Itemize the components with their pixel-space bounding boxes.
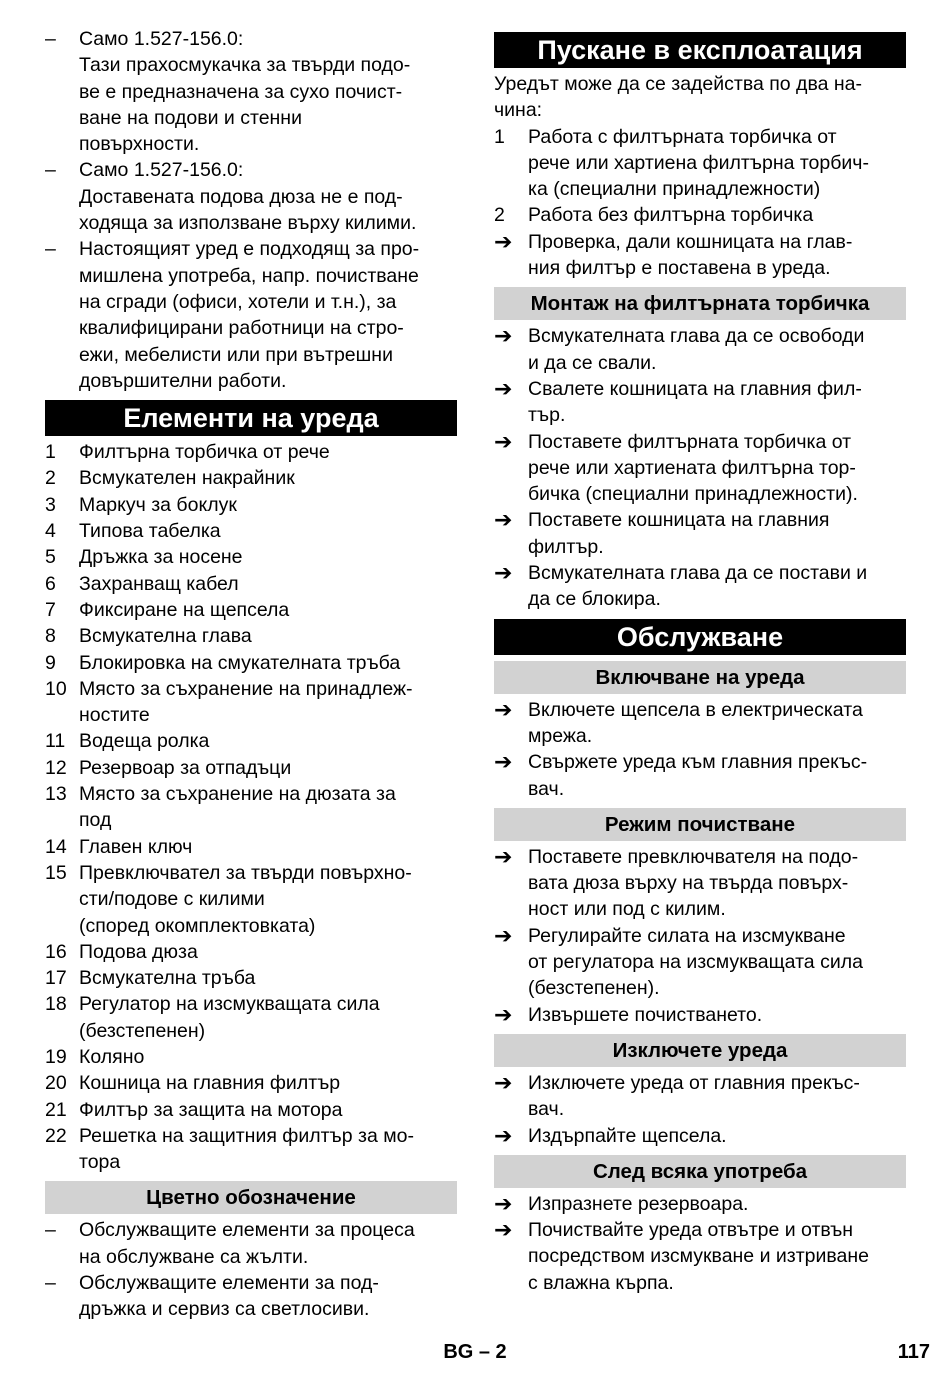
list-item-text: Работа без филтърна торбичка <box>528 204 814 227</box>
list-item-text: Изпразнете резервоара. <box>528 1192 749 1215</box>
item-number: 7 <box>45 598 56 621</box>
list-item-text: Филтърна торбичка от рече <box>79 441 330 464</box>
list-item-text: Място за съхранение на дюзата за под <box>79 783 396 832</box>
list-item-text: Решетка на защитния филтър за мо- тора <box>79 1124 414 1174</box>
list-item <box>45 991 457 1044</box>
list-item-text: Регулатор на изсмукващата сила (безстепенен) <box>79 993 380 1042</box>
item-number: 1 <box>494 125 505 148</box>
list-item <box>45 439 457 465</box>
arrow-right-icon: ➔ <box>494 922 513 948</box>
item-number: 2 <box>45 467 56 490</box>
list-item <box>494 697 906 750</box>
after-use-list <box>494 1191 906 1296</box>
list-item <box>45 236 457 394</box>
list-item-text: Поставете кошницата на главния филтър. <box>528 509 830 558</box>
list-item <box>45 26 457 157</box>
list-item-text: Резервоар за отпадъци <box>79 756 292 779</box>
item-number: 20 <box>45 1072 67 1095</box>
list-item <box>494 429 906 508</box>
list-item <box>45 860 457 939</box>
intro-list <box>45 26 457 394</box>
item-number: 15 <box>45 861 67 884</box>
arrow-right-icon: ➔ <box>494 1190 513 1216</box>
list-item <box>494 229 906 282</box>
item-number: 12 <box>45 756 67 779</box>
on-list <box>494 697 906 802</box>
item-number: 4 <box>45 520 56 543</box>
item-number: 18 <box>45 993 67 1016</box>
list-item-text: Изключете уреда от главния прекъс- вач. <box>528 1071 860 1121</box>
list-item <box>45 650 457 676</box>
on-heading: Включване на уреда <box>494 661 906 694</box>
list-item <box>494 507 906 560</box>
list-item <box>45 939 457 965</box>
mount-heading: Монтаж на филтърната торбичка <box>494 287 906 320</box>
list-item-text: Поставете филтърната торбичка от рече или хартиената филтърна тор- бичка (специални принадлежности). <box>528 430 858 506</box>
list-item <box>494 749 906 802</box>
item-number: 14 <box>45 835 67 858</box>
list-item-text: Почиствайте уреда отвътре и отвън посредством изсмукване и изтриване с влажна кърпа. <box>528 1219 869 1294</box>
color-heading: Цветно обозначение <box>45 1181 457 1214</box>
item-number: 9 <box>45 651 56 674</box>
list-item-text: Издърпайте щепсела. <box>528 1124 727 1147</box>
list-item <box>45 571 457 597</box>
color-list <box>45 1217 457 1322</box>
item-number: 3 <box>45 493 56 516</box>
list-item <box>494 1123 906 1149</box>
arrow-right-icon: ➔ <box>494 749 513 775</box>
arrow-right-icon: ➔ <box>494 843 513 869</box>
list-item <box>45 465 457 491</box>
list-item-text: Настоящият уред е подходящ за про- мишлена употреба, напр. почистване на сгради (офиси, хотели и т.н.), за квалифицирани работници на стро- ежи, мебелисти или при вътрешни довършителни работи. <box>79 238 420 392</box>
list-item <box>494 202 906 228</box>
list-item-text: Всмукателната глава да се освободи и да се свали. <box>528 325 865 374</box>
arrow-right-icon: ➔ <box>494 1069 513 1095</box>
list-item-text: Всмукателната глава да се постави и да се блокира. <box>528 562 868 611</box>
item-number: 1 <box>45 441 56 464</box>
startup-heading: Пускане в експлоатация <box>494 32 906 68</box>
startup-intro: Уредът може да се задейства по два на- чина: <box>494 73 862 122</box>
item-number: 8 <box>45 625 56 648</box>
list-item-text: Коляно <box>79 1045 145 1068</box>
item-number: 22 <box>45 1124 67 1147</box>
arrow-right-icon: ➔ <box>494 375 513 401</box>
list-item <box>45 781 457 834</box>
list-item-text: Само 1.527-156.0: Тази прахосмукачка за твърди подо- ве е предназначена за сухо почист- ване на подови и стенни повърхности. <box>79 28 411 156</box>
list-item <box>494 1217 906 1296</box>
list-item-text: Филтър за защита на мотора <box>79 1098 343 1121</box>
mount-list <box>494 323 906 612</box>
list-item-text: Извършете почистването. <box>528 1003 763 1026</box>
after-use-heading: След всяка употреба <box>494 1155 906 1188</box>
arrow-right-icon: ➔ <box>494 1001 513 1027</box>
arrow-right-icon: ➔ <box>494 323 513 349</box>
list-item-text: Всмукателна глава <box>79 625 252 648</box>
list-item-text: Свалете кошницата на главния фил- тър. <box>528 377 862 427</box>
right-column <box>494 26 906 1296</box>
list-item-text: Дръжка за носене <box>79 546 243 569</box>
list-item <box>494 323 906 376</box>
clean-list <box>494 844 906 1028</box>
dash-marker: – <box>45 1272 56 1295</box>
list-item <box>45 157 457 236</box>
item-number: 10 <box>45 677 67 700</box>
list-item <box>45 834 457 860</box>
list-item <box>494 844 906 923</box>
footer-language-page: BG – 2 <box>443 1341 507 1363</box>
list-item <box>45 1070 457 1096</box>
item-number: 21 <box>45 1098 67 1121</box>
list-item <box>494 124 906 203</box>
dash-marker: – <box>45 28 56 50</box>
list-item <box>45 1217 457 1270</box>
list-item-text: Всмукателен накрайник <box>79 467 295 490</box>
list-item <box>45 623 457 649</box>
elements-list <box>45 439 457 1175</box>
list-item-text: Всмукателна тръба <box>79 967 256 990</box>
list-item <box>45 544 457 570</box>
list-item <box>45 597 457 623</box>
list-item <box>45 1123 457 1176</box>
dash-marker: – <box>45 159 56 182</box>
item-number: 5 <box>45 546 56 569</box>
list-item <box>494 376 906 429</box>
item-number: 16 <box>45 940 67 963</box>
list-item-text: Подова дюза <box>79 940 198 963</box>
list-item-text: Захранващ кабел <box>79 572 239 595</box>
list-item-text: Блокировка на смукателната тръба <box>79 651 401 674</box>
list-item-text: Работа с филтърната торбичка от рече или хартиена филтърна торбич- ка (специални принадлежности) <box>528 125 869 201</box>
list-item-text: Свържете уреда към главния прекъс- вач. <box>528 751 868 800</box>
list-item-text: Маркуч за боклук <box>79 493 237 516</box>
list-item-text: Проверка, дали кошницата на глав- ния филтър е поставена в уреда. <box>528 230 853 280</box>
list-item <box>45 1044 457 1070</box>
list-item <box>494 1002 906 1028</box>
arrow-right-icon: ➔ <box>494 228 513 254</box>
list-item <box>45 518 457 544</box>
off-heading: Изключете уреда <box>494 1034 906 1067</box>
list-item <box>45 1270 457 1323</box>
list-item-text: Обслужващите елементи за процеса на обслужване са жълти. <box>79 1219 415 1268</box>
item-number: 11 <box>45 730 66 753</box>
arrow-right-icon: ➔ <box>494 560 513 586</box>
list-item-text: Включете щепсела в електрическата мрежа. <box>528 698 863 747</box>
list-item <box>45 1097 457 1123</box>
list-item <box>494 1191 906 1217</box>
list-item-text: Само 1.527-156.0: Доставената подова дюза не е под- ходяща за използване върху килими. <box>79 159 417 235</box>
list-item <box>45 755 457 781</box>
list-item <box>45 676 457 729</box>
list-item <box>494 560 906 613</box>
arrow-right-icon: ➔ <box>494 1122 513 1148</box>
dash-marker: – <box>45 1219 56 1242</box>
item-number: 17 <box>45 967 67 990</box>
item-number: 6 <box>45 572 56 595</box>
operation-heading: Обслужване <box>494 619 906 655</box>
startup-list <box>494 124 906 282</box>
item-number: 13 <box>45 783 67 806</box>
list-item <box>494 1070 906 1123</box>
list-item-text: Превключвател за твърди повърхно- сти/подове с килими (според окомплектовката) <box>79 861 412 937</box>
list-item-text: Обслужващите елементи за под- дръжка и сервиз са светлосиви. <box>79 1272 379 1321</box>
list-item-text: Фиксиране на щепсела <box>79 598 290 621</box>
item-number: 2 <box>494 204 505 227</box>
clean-heading: Режим почистване <box>494 808 906 841</box>
off-list <box>494 1070 906 1149</box>
left-column <box>45 26 457 1323</box>
list-item-text: Поставете превключвателя на подо- вата дюза върху на твърда повърх- ност или под с килим. <box>528 845 859 921</box>
elements-heading: Елементи на уреда <box>45 400 457 436</box>
arrow-right-icon: ➔ <box>494 507 513 533</box>
list-item <box>494 923 906 1002</box>
page-number: 117 <box>897 1341 930 1363</box>
list-item-text: Място за съхранение на принадлеж- ностите <box>79 677 413 727</box>
list-item <box>45 965 457 991</box>
dash-marker: – <box>45 238 56 261</box>
arrow-right-icon: ➔ <box>494 428 513 454</box>
list-item-text: Типова табелка <box>79 520 221 543</box>
arrow-right-icon: ➔ <box>494 696 513 722</box>
list-item-text: Главен ключ <box>79 835 193 858</box>
list-item-text: Водеща ролка <box>79 730 210 753</box>
list-item-text: Регулирайте силата на изсмукване от регулатора на изсмукващата сила (безстепенен). <box>528 924 863 1000</box>
arrow-right-icon: ➔ <box>494 1217 513 1243</box>
list-item <box>45 728 457 754</box>
list-item-text: Кошница на главния филтър <box>79 1072 341 1095</box>
item-number: 19 <box>45 1045 67 1068</box>
list-item <box>45 492 457 518</box>
